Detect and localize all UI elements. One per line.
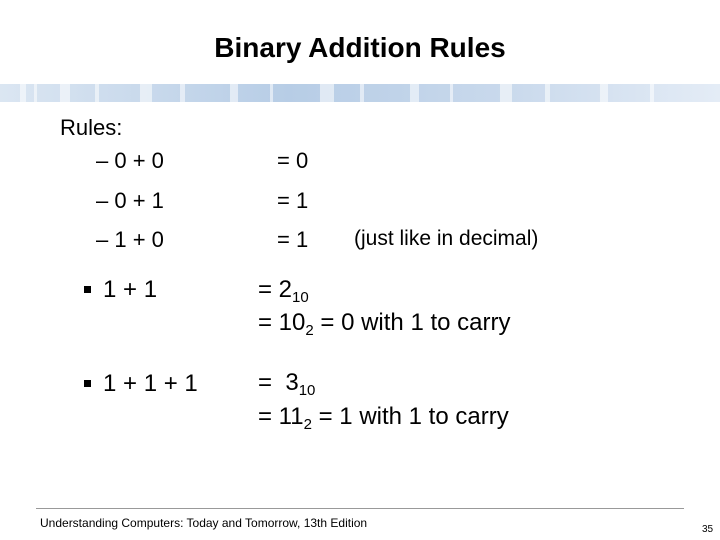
rule-result: = 1 [277, 188, 309, 213]
bullet-result-line2: = $11_2 = 1$ with 1 to carry [258, 403, 509, 433]
footer-divider [36, 508, 684, 509]
rule-expression: – 1 + 0 [96, 227, 164, 252]
rule-note: (just like in decimal) [354, 227, 539, 250]
bullet-expression: 1 + 1 + 1 [103, 370, 198, 397]
rule-expression: – 0 + 0 [96, 148, 164, 173]
slide-title: Binary Addition Rules [214, 32, 506, 63]
header-decorative-band [0, 84, 720, 102]
bullet-result-line1: = $3_{10}$ [258, 369, 316, 399]
rule-expression: – 0 + 1 [96, 188, 164, 213]
rule-result: = 1 [277, 227, 309, 252]
page-number: 35 [702, 524, 714, 535]
footer-text: Understanding Computers: Today and Tomorrow, 13th Edition [40, 516, 368, 530]
bullet-marker [84, 286, 91, 293]
rule-result: = 0 [277, 148, 309, 173]
rules-label: Rules: [60, 115, 123, 140]
bullet-result-line1: = $2_{10}$ [258, 276, 309, 306]
bullet-marker [84, 380, 91, 387]
bullet-expression: 1 + 1 [103, 276, 158, 303]
bullet-result-line2: = $10_2 = 0$ with 1 to carry [258, 309, 511, 339]
